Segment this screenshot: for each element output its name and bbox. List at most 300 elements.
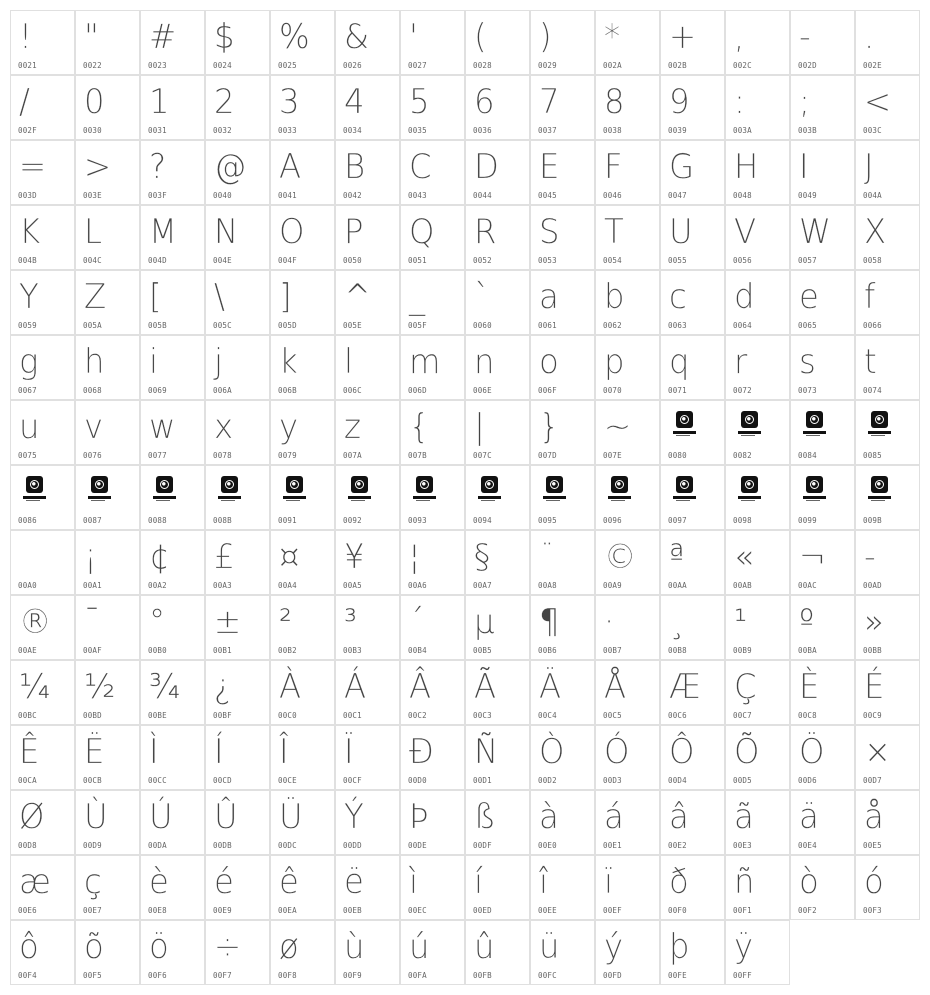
glyph-cell <box>465 140 530 205</box>
glyph-cell <box>75 660 140 725</box>
glyph-sample: ¬ <box>799 537 827 577</box>
glyph-sample: ² <box>279 602 292 642</box>
glyph-cell <box>400 595 465 660</box>
glyph-sample: ð <box>669 862 689 902</box>
glyph-sample: ' <box>409 17 418 57</box>
glyph-codepoint: 00E0 <box>538 841 557 850</box>
glyph-sample: Ø <box>19 797 45 837</box>
glyph-sample: Ä <box>539 667 562 707</box>
glyph-cell <box>335 335 400 400</box>
glyph-cell <box>140 855 205 920</box>
glyph-codepoint: 00C3 <box>473 711 492 720</box>
glyph-sample: þ <box>669 927 690 967</box>
glyph-codepoint: 00EC <box>408 906 427 915</box>
glyph-cell <box>660 790 725 855</box>
glyph-sample: X <box>864 212 887 252</box>
glyph-sample: ó <box>864 862 884 902</box>
glyph-codepoint: 0099 <box>798 516 817 525</box>
glyph-codepoint: 00E9 <box>213 906 232 915</box>
glyph-sample: « <box>734 537 754 577</box>
glyph-codepoint: 003B <box>798 126 817 135</box>
glyph-codepoint: 00FE <box>668 971 687 980</box>
glyph-sample: º <box>799 602 815 642</box>
glyph-codepoint: 00AC <box>798 581 817 590</box>
glyph-codepoint: 002C <box>733 61 752 70</box>
glyph-cell <box>335 530 400 595</box>
glyph-codepoint: 0027 <box>408 61 427 70</box>
glyph-codepoint: 007C <box>473 451 492 460</box>
glyph-codepoint: 0035 <box>408 126 427 135</box>
glyph-sample: ú <box>409 927 430 967</box>
glyph-cell <box>790 335 855 400</box>
glyph-cell <box>400 725 465 790</box>
glyph-sample: å <box>864 797 884 837</box>
glyph-sample: K <box>19 212 41 252</box>
glyph-cell <box>335 790 400 855</box>
glyph-codepoint: 0050 <box>343 256 362 265</box>
glyph-sample: _ <box>409 277 426 317</box>
missing-glyph-icon <box>738 411 760 439</box>
glyph-codepoint: 00CC <box>148 776 167 785</box>
glyph-sample: 8 <box>604 82 625 122</box>
glyph-codepoint: 0053 <box>538 256 557 265</box>
glyph-sample: ì <box>409 862 418 902</box>
glyph-codepoint: 00B2 <box>278 646 297 655</box>
glyph-sample: q <box>669 342 690 382</box>
glyph-sample: t <box>864 342 877 382</box>
glyph-cell <box>855 335 920 400</box>
glyph-cell <box>335 400 400 465</box>
glyph-cell <box>660 465 725 530</box>
glyph-cell <box>140 660 205 725</box>
glyph-codepoint: 00B0 <box>148 646 167 655</box>
glyph-cell <box>335 75 400 140</box>
glyph-sample: ¾ <box>149 667 181 707</box>
glyph-sample: Q <box>409 212 435 252</box>
glyph-cell <box>335 205 400 270</box>
glyph-codepoint: 0058 <box>863 256 882 265</box>
glyph-codepoint: 0052 <box>473 256 492 265</box>
missing-glyph-icon <box>478 476 500 504</box>
glyph-sample: f <box>864 277 876 317</box>
glyph-sample: û <box>474 927 495 967</box>
glyph-cell <box>270 855 335 920</box>
glyph-cell <box>855 855 920 920</box>
glyph-cell <box>205 465 270 530</box>
glyph-cell <box>595 530 660 595</box>
glyph-sample: W <box>799 212 831 252</box>
glyph-cell <box>10 790 75 855</box>
glyph-codepoint: 00CD <box>213 776 232 785</box>
glyph-codepoint: 00B7 <box>603 646 622 655</box>
glyph-sample: Á <box>344 667 367 707</box>
glyph-sample: × <box>864 732 892 772</box>
glyph-codepoint: 00F6 <box>148 971 167 980</box>
glyph-cell <box>790 270 855 335</box>
glyph-cell <box>270 725 335 790</box>
glyph-cell <box>10 465 75 530</box>
glyph-codepoint: 00D7 <box>863 776 882 785</box>
glyph-codepoint: 00BA <box>798 646 817 655</box>
glyph-cell <box>660 530 725 595</box>
glyph-cell <box>10 400 75 465</box>
glyph-cell <box>205 725 270 790</box>
glyph-codepoint: 0066 <box>863 321 882 330</box>
glyph-sample: ? <box>149 147 167 187</box>
glyph-codepoint: 0068 <box>83 386 102 395</box>
glyph-cell <box>400 205 465 270</box>
glyph-sample: r <box>734 342 748 382</box>
glyph-cell <box>530 725 595 790</box>
glyph-cell <box>270 75 335 140</box>
glyph-sample: ô <box>19 927 39 967</box>
glyph-sample: s <box>799 342 816 382</box>
glyph-cell <box>855 660 920 725</box>
glyph-cell <box>335 855 400 920</box>
glyph-codepoint: 005C <box>213 321 232 330</box>
glyph-codepoint: 009B <box>863 516 882 525</box>
glyph-codepoint: 0048 <box>733 191 752 200</box>
glyph-codepoint: 00FF <box>733 971 752 980</box>
glyph-codepoint: 0023 <box>148 61 167 70</box>
glyph-codepoint: 0094 <box>473 516 492 525</box>
glyph-sample: ( <box>474 17 487 57</box>
glyph-cell <box>10 270 75 335</box>
glyph-cell <box>595 400 660 465</box>
glyph-sample: ¦ <box>409 537 420 577</box>
glyph-sample: Ô <box>669 732 695 772</box>
glyph-cell <box>595 270 660 335</box>
glyph-sample: ± <box>214 602 242 642</box>
glyph-sample: } <box>539 407 560 447</box>
glyph-codepoint: 00D9 <box>83 841 102 850</box>
glyph-codepoint: 007A <box>343 451 362 460</box>
glyph-sample: > <box>84 147 112 187</box>
glyph-sample: · <box>604 602 615 642</box>
glyph-sample: o <box>539 342 559 382</box>
glyph-sample: 7 <box>539 82 560 122</box>
glyph-codepoint: 00C9 <box>863 711 882 720</box>
glyph-codepoint: 00D1 <box>473 776 492 785</box>
glyph-cell <box>140 465 205 530</box>
glyph-cell <box>140 530 205 595</box>
glyph-cell <box>660 595 725 660</box>
glyph-codepoint: 00BE <box>148 711 167 720</box>
glyph-sample: k <box>279 342 298 382</box>
glyph-codepoint: 0087 <box>83 516 102 525</box>
glyph-codepoint: 00F9 <box>343 971 362 980</box>
glyph-cell <box>725 400 790 465</box>
glyph-codepoint: 00D3 <box>603 776 622 785</box>
glyph-cell <box>855 530 920 595</box>
glyph-cell <box>660 920 725 985</box>
glyph-sample: c <box>669 277 687 317</box>
glyph-sample: Î <box>279 732 289 772</box>
glyph-codepoint: 00F7 <box>213 971 232 980</box>
glyph-codepoint: 00AE <box>18 646 37 655</box>
glyph-codepoint: 0061 <box>538 321 557 330</box>
glyph-sample: ¸ <box>669 602 686 642</box>
glyph-cell <box>75 205 140 270</box>
glyph-codepoint: 0072 <box>733 386 752 395</box>
glyph-cell <box>400 790 465 855</box>
glyph-sample: - <box>799 17 811 57</box>
glyph-codepoint: 0034 <box>343 126 362 135</box>
glyph-codepoint: 00B1 <box>213 646 232 655</box>
glyph-cell <box>790 75 855 140</box>
glyph-cell <box>10 10 75 75</box>
glyph-sample: & <box>344 17 370 57</box>
glyph-cell <box>530 400 595 465</box>
glyph-sample: ¿ <box>214 667 232 707</box>
glyph-cell <box>855 75 920 140</box>
glyph-cell <box>400 465 465 530</box>
glyph-codepoint: 0085 <box>863 451 882 460</box>
glyph-cell <box>725 660 790 725</box>
glyph-cell <box>270 10 335 75</box>
missing-glyph-icon <box>153 476 175 504</box>
glyph-cell <box>725 140 790 205</box>
glyph-cell <box>205 335 270 400</box>
glyph-cell <box>790 855 855 920</box>
glyph-sample: [ <box>149 277 162 317</box>
glyph-cell <box>140 335 205 400</box>
glyph-sample: 6 <box>474 82 495 122</box>
glyph-cell <box>855 400 920 465</box>
glyph-sample: g <box>19 342 39 382</box>
glyph-sample: À <box>279 667 302 707</box>
glyph-codepoint: 0039 <box>668 126 687 135</box>
glyph-codepoint: 003E <box>83 191 102 200</box>
glyph-codepoint: 0091 <box>278 516 297 525</box>
glyph-sample: Þ <box>409 797 429 837</box>
glyph-cell <box>205 595 270 660</box>
glyph-cell <box>270 920 335 985</box>
glyph-cell <box>270 205 335 270</box>
glyph-codepoint: 00ED <box>473 906 492 915</box>
glyph-sample: µ <box>474 602 495 642</box>
glyph-codepoint: 00CF <box>343 776 362 785</box>
glyph-cell <box>140 10 205 75</box>
glyph-cell <box>595 725 660 790</box>
glyph-sample: ß <box>474 797 496 837</box>
glyph-sample: { <box>409 407 430 447</box>
missing-glyph-icon <box>283 476 305 504</box>
glyph-codepoint: 006B <box>278 386 297 395</box>
glyph-codepoint: 00C6 <box>668 711 687 720</box>
glyph-sample: ¤ <box>279 537 300 577</box>
glyph-codepoint: 00B5 <box>473 646 492 655</box>
glyph-codepoint: 0059 <box>18 321 37 330</box>
glyph-cell <box>10 530 75 595</box>
glyph-sample: # <box>149 17 177 57</box>
glyph-codepoint: 004E <box>213 256 232 265</box>
glyph-cell <box>530 270 595 335</box>
glyph-codepoint: 00A3 <box>213 581 232 590</box>
missing-glyph-icon <box>803 476 825 504</box>
glyph-cell <box>335 270 400 335</box>
glyph-cell <box>595 10 660 75</box>
glyph-sample: \ <box>214 277 225 317</box>
glyph-sample: ñ <box>734 862 755 902</box>
glyph-sample: / <box>19 82 30 122</box>
glyph-codepoint: 0028 <box>473 61 492 70</box>
glyph-sample: I <box>799 147 809 187</box>
glyph-codepoint: 007B <box>408 451 427 460</box>
glyph-sample: Û <box>214 797 238 837</box>
glyph-sample: ^ <box>344 277 372 317</box>
glyph-codepoint: 00B3 <box>343 646 362 655</box>
glyph-codepoint: 0038 <box>603 126 622 135</box>
glyph-sample: ¶ <box>539 602 560 642</box>
glyph-sample: H <box>734 147 759 187</box>
glyph-codepoint: 007D <box>538 451 557 460</box>
glyph-cell <box>205 400 270 465</box>
glyph-codepoint: 0093 <box>408 516 427 525</box>
glyph-cell <box>790 530 855 595</box>
glyph-cell <box>855 140 920 205</box>
glyph-cell <box>335 725 400 790</box>
glyph-codepoint: 00E6 <box>18 906 37 915</box>
glyph-cell <box>140 205 205 270</box>
missing-glyph-icon <box>803 411 825 439</box>
glyph-cell <box>400 75 465 140</box>
glyph-cell <box>400 335 465 400</box>
glyph-codepoint: 0025 <box>278 61 297 70</box>
glyph-sample: Ð <box>409 732 435 772</box>
glyph-sample: e <box>799 277 819 317</box>
glyph-cell <box>140 725 205 790</box>
missing-glyph-icon <box>673 476 695 504</box>
glyph-cell <box>140 400 205 465</box>
glyph-sample: j <box>214 342 223 382</box>
missing-glyph-icon <box>23 476 45 504</box>
glyph-codepoint: 0051 <box>408 256 427 265</box>
glyph-codepoint: 00BD <box>83 711 102 720</box>
glyph-codepoint: 00FD <box>603 971 622 980</box>
glyph-codepoint: 0060 <box>473 321 492 330</box>
glyph-cell <box>790 790 855 855</box>
glyph-cell <box>335 920 400 985</box>
glyph-codepoint: 0071 <box>668 386 687 395</box>
glyph-codepoint: 002F <box>18 126 37 135</box>
glyph-cell <box>205 10 270 75</box>
glyph-codepoint: 0029 <box>538 61 557 70</box>
glyph-codepoint: 005D <box>278 321 297 330</box>
glyph-cell <box>725 335 790 400</box>
glyph-codepoint: 00F8 <box>278 971 297 980</box>
glyph-cell <box>530 205 595 270</box>
glyph-cell <box>725 855 790 920</box>
glyph-codepoint: 00DD <box>343 841 362 850</box>
glyph-codepoint: 006A <box>213 386 232 395</box>
glyph-sample: < <box>864 82 892 122</box>
glyph-sample: m <box>409 342 441 382</box>
glyph-cell <box>335 140 400 205</box>
glyph-cell <box>530 660 595 725</box>
glyph-codepoint: 00C8 <box>798 711 817 720</box>
glyph-codepoint: 00B9 <box>733 646 752 655</box>
glyph-codepoint: 00E3 <box>733 841 752 850</box>
glyph-codepoint: 0086 <box>18 516 37 525</box>
glyph-cell <box>75 725 140 790</box>
missing-glyph-icon <box>673 411 695 439</box>
glyph-sample: ç <box>84 862 102 902</box>
glyph-codepoint: 00EF <box>603 906 622 915</box>
glyph-cell <box>465 660 530 725</box>
glyph-cell <box>465 205 530 270</box>
glyph-sample: 4 <box>344 82 365 122</box>
glyph-cell <box>400 855 465 920</box>
missing-glyph-icon <box>413 476 435 504</box>
glyph-cell <box>530 465 595 530</box>
glyph-cell <box>75 595 140 660</box>
glyph-sample: i <box>149 342 158 382</box>
glyph-cell <box>75 790 140 855</box>
glyph-cell <box>725 920 790 985</box>
glyph-sample: N <box>214 212 239 252</box>
glyph-codepoint: 00C2 <box>408 711 427 720</box>
glyph-cell <box>530 140 595 205</box>
glyph-codepoint: 0064 <box>733 321 752 330</box>
glyph-cell <box>75 270 140 335</box>
glyph-cell <box>270 270 335 335</box>
glyph-sample: ü <box>539 927 560 967</box>
glyph-cell <box>205 270 270 335</box>
glyph-sample: ; <box>799 82 810 122</box>
glyph-codepoint: 00B8 <box>668 646 687 655</box>
glyph-sample: Ê <box>19 732 40 772</box>
glyph-cell <box>75 335 140 400</box>
glyph-codepoint: 00DA <box>148 841 167 850</box>
glyph-sample: ! <box>19 17 32 57</box>
glyph-codepoint: 00AB <box>733 581 752 590</box>
glyph-codepoint: 0033 <box>278 126 297 135</box>
glyph-codepoint: 00E4 <box>798 841 817 850</box>
glyph-cell <box>790 660 855 725</box>
glyph-cell <box>595 465 660 530</box>
glyph-cell <box>465 725 530 790</box>
glyph-sample: ÿ <box>734 927 754 967</box>
glyph-cell <box>270 140 335 205</box>
glyph-codepoint: 00BC <box>18 711 37 720</box>
glyph-codepoint: 008B <box>213 516 232 525</box>
glyph-sample: ¯ <box>84 602 101 642</box>
glyph-sample: ª <box>669 537 685 577</box>
glyph-cell <box>10 335 75 400</box>
glyph-codepoint: 0088 <box>148 516 167 525</box>
glyph-codepoint: 002E <box>863 61 882 70</box>
glyph-codepoint: 00D6 <box>798 776 817 785</box>
glyph-sample: Ö <box>799 732 825 772</box>
glyph-codepoint: 00A5 <box>343 581 362 590</box>
glyph-cell <box>790 400 855 465</box>
glyph-codepoint: 00DF <box>473 841 492 850</box>
glyph-sample: 1 <box>149 82 170 122</box>
glyph-cell <box>530 75 595 140</box>
glyph-codepoint: 00E8 <box>148 906 167 915</box>
glyph-sample: â <box>669 797 689 837</box>
glyph-cell <box>75 530 140 595</box>
glyph-cell <box>530 335 595 400</box>
glyph-codepoint: 0037 <box>538 126 557 135</box>
glyph-sample: " <box>84 17 99 57</box>
glyph-cell <box>270 400 335 465</box>
glyph-codepoint: 005F <box>408 321 427 330</box>
missing-glyph-icon <box>543 476 565 504</box>
glyph-cell <box>855 465 920 530</box>
glyph-cell <box>595 855 660 920</box>
